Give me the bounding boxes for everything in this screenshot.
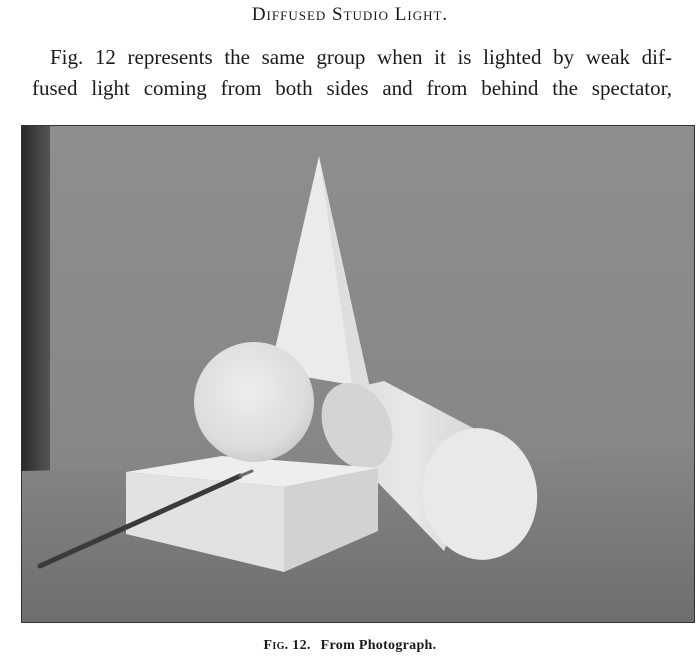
page-heading: Diffused Studio Light. — [251, 4, 449, 25]
figure-photograph — [21, 125, 695, 623]
figure-label: Fig. 12. — [263, 638, 311, 653]
studio-photo-illustration — [22, 126, 694, 622]
figure-caption-text: From Photograph. — [320, 638, 437, 653]
sphere — [194, 342, 314, 462]
paragraph-line-1: Fig. 12 represents the same group when it is lighted by weak dif- — [50, 45, 672, 69]
body-paragraph — [32, 42, 672, 104]
left-dark-edge — [22, 126, 50, 471]
figure-caption — [0, 638, 700, 654]
paragraph-line-2: fused light coming from both sides and from behind the spectator, — [32, 76, 672, 100]
